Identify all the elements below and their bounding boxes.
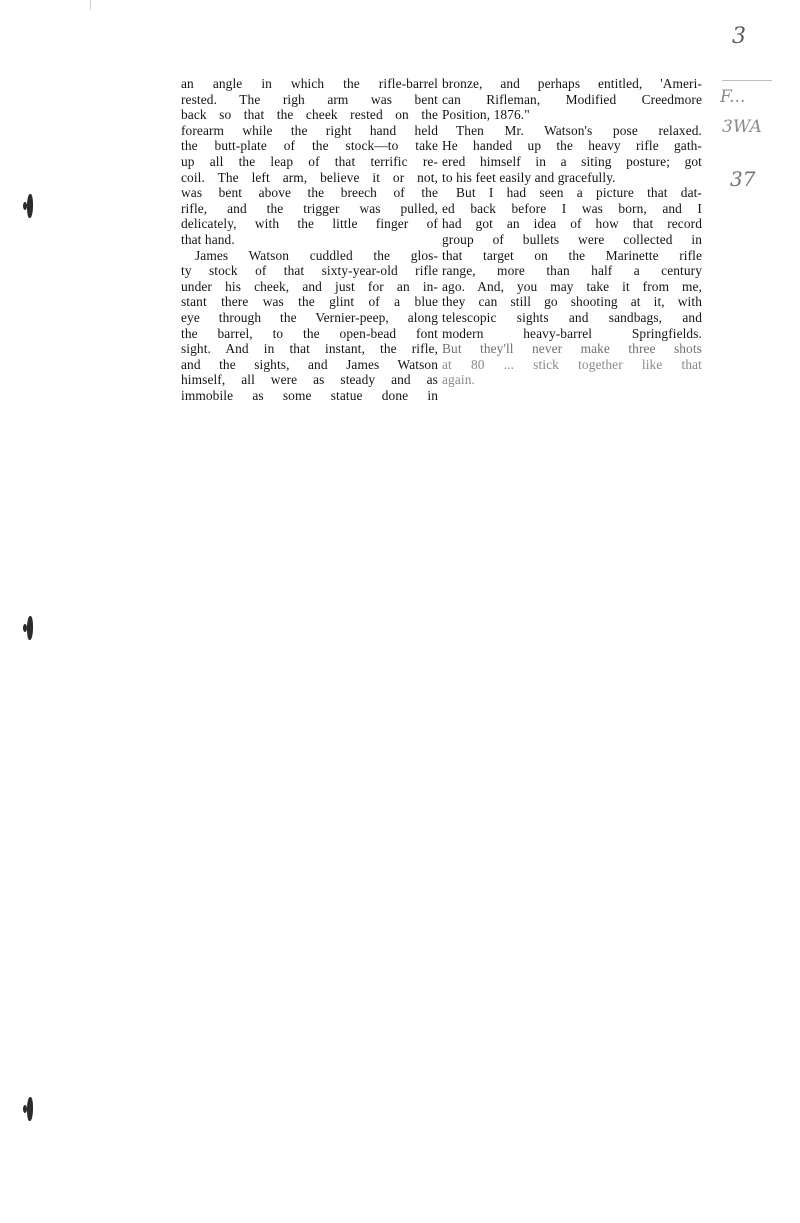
text-line: that hand. [181, 231, 235, 247]
left-text-column [181, 76, 438, 403]
handwritten-page-number: 3 [732, 24, 746, 49]
text-line: to his feet easily and gracefully. [442, 169, 616, 185]
text-line: bronze, and perhaps entitled, 'Ameri- [442, 76, 702, 91]
text-line: again. [442, 372, 475, 388]
punch-hole-mark [27, 616, 33, 640]
text-line: sight. And in that instant, the rifle, [181, 341, 438, 357]
text-line: the butt-plate of the stock—to take [181, 138, 438, 154]
punch-hole-mark [27, 194, 33, 218]
punch-hole-mark [27, 1097, 33, 1121]
text-line: ty stock of that sixty-year-old rifle [181, 263, 438, 279]
text-line: ago. And, you may take it from me, [442, 278, 702, 294]
text-line: But I had seen a picture that dat- [456, 185, 702, 201]
text-line: was bent above the breech of the [181, 185, 438, 201]
text-line: ered himself in a siting posture; got [442, 153, 702, 169]
text-line: rested. The righ arm was bent [181, 91, 438, 107]
text-line: an angle in which the rifle-barrel [181, 76, 438, 91]
text-line: Then Mr. Watson's pose relaxed. [456, 122, 702, 138]
handwritten-code-3: 37 [730, 167, 756, 191]
text-line: group of bullets were collected in [442, 231, 702, 247]
text-line: delicately, with the little finger of [181, 216, 438, 232]
text-line: at 80 ... stick together like that [442, 356, 702, 372]
text-line: forearm while the right hand held [181, 122, 438, 138]
text-line: stant there was the glint of a blue [181, 294, 438, 310]
text-line: Position, 1876." [442, 107, 530, 123]
text-line: coil. The left arm, believe it or not, [181, 169, 438, 185]
text-line: they can still go shooting at it, with [442, 294, 702, 310]
handwritten-code-1: F... [720, 87, 746, 107]
text-line: modern heavy-barrel Springfields. [442, 325, 702, 341]
text-line: back so that the cheek rested on the [181, 107, 438, 123]
text-line: But they'll never make three shots [442, 341, 702, 357]
text-line: James Watson cuddled the glos- [195, 247, 438, 263]
text-line: had got an idea of how that record [442, 216, 702, 232]
text-line: immobile as some statue done in [181, 387, 438, 403]
text-line: himself, all were as steady and as [181, 372, 438, 388]
text-line: under his cheek, and just for an in- [181, 278, 438, 294]
text-line: ed back before I was born, and I [442, 200, 702, 216]
text-line: rifle, and the trigger was pulled, [181, 200, 438, 216]
handwritten-underline [722, 80, 772, 81]
text-line: can Rifleman, Modified Creedmore [442, 91, 702, 107]
text-line: that target on the Marinette rifle [442, 247, 702, 263]
text-line: range, more than half a century [442, 263, 702, 279]
text-line: up all the leap of that terrific re- [181, 153, 438, 169]
handwritten-code-2: 3WA [722, 117, 762, 137]
text-line: and the sights, and James Watson [181, 356, 438, 372]
text-line: telescopic sights and sandbags, and [442, 309, 702, 325]
edge-mark [90, 0, 91, 10]
text-line: eye through the Vernier-peep, along [181, 309, 438, 325]
text-line: the barrel, to the open-bead font [181, 325, 438, 341]
text-line: He handed up the heavy rifle gath- [442, 138, 702, 154]
right-text-column [442, 76, 702, 388]
